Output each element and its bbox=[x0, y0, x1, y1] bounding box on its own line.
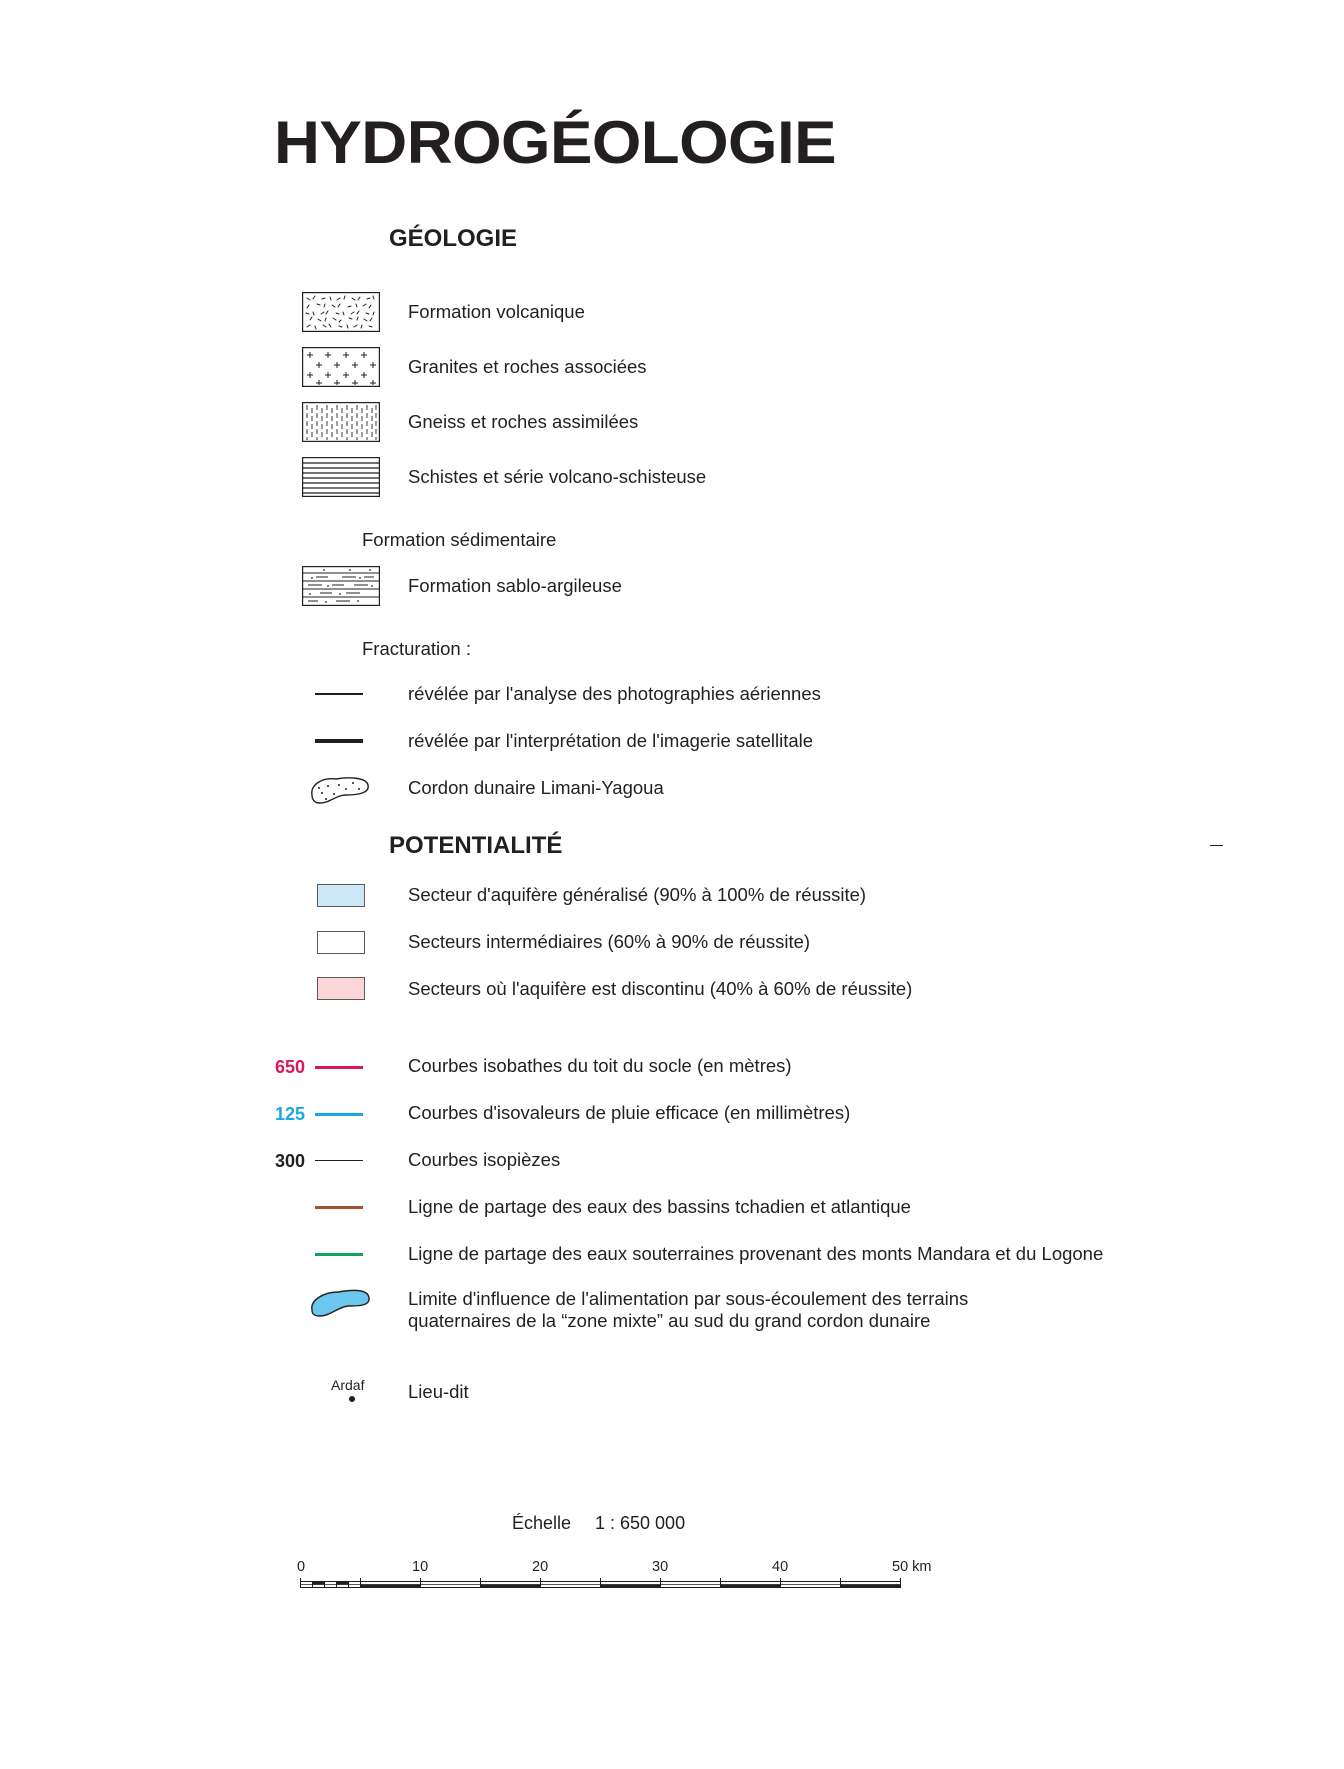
scale-tick-50: 50 km bbox=[892, 1559, 932, 1575]
margin-tick-mark bbox=[1210, 845, 1223, 846]
rainfall-line-symbol bbox=[315, 1113, 363, 1116]
blue-blob-icon bbox=[308, 1286, 372, 1318]
volcanic-pattern-swatch bbox=[302, 292, 380, 332]
legend-label-sand-clay: Formation sablo-argileuse bbox=[408, 575, 622, 596]
scale-tick-20: 20 bbox=[532, 1559, 549, 1575]
legend-label-gneiss: Gneiss et roches assimilées bbox=[408, 411, 639, 432]
scale-ratio: 1 : 650 000 bbox=[595, 1513, 686, 1533]
potential-mid-swatch bbox=[317, 931, 365, 954]
place-dot-icon bbox=[349, 1396, 355, 1402]
scale-tick-0: 0 bbox=[297, 1559, 306, 1575]
scale-label: Échelle bbox=[512, 1513, 572, 1533]
legend-label-potential-high: Secteur d'aquifère généralisé (90% à 100% de réussite) bbox=[408, 884, 867, 905]
isopiezometric-value: 300 bbox=[274, 1151, 305, 1171]
scale-tick-30: 30 bbox=[652, 1559, 669, 1575]
scale-tick-40: 40 bbox=[772, 1559, 789, 1575]
legend-label-fracture-satellite: révélée par l'interprétation de l'imagerie satellitale bbox=[408, 730, 814, 751]
isobath-line-symbol bbox=[315, 1066, 363, 1069]
legend-label-granite: Granites et roches associées bbox=[408, 356, 647, 377]
potential-high-swatch bbox=[317, 884, 365, 907]
granite-pattern-swatch bbox=[302, 347, 380, 387]
sand-clay-pattern-swatch bbox=[302, 566, 380, 606]
schist-pattern-swatch bbox=[302, 457, 380, 497]
fracture-thin-line-symbol bbox=[315, 693, 363, 695]
potentialite-heading: POTENTIALITÉ bbox=[389, 832, 563, 859]
legend-label-potential-low: Secteurs où l'aquifère est discontinu (40% à 60% de réussite) bbox=[408, 978, 913, 999]
sedimentary-heading: Formation sédimentaire bbox=[362, 529, 557, 550]
legend-label-dune: Cordon dunaire Limani-Yagoua bbox=[408, 777, 664, 798]
legend-label-influence-line1: Limite d'influence de l'alimentation par sous-écoulement des terrains bbox=[408, 1288, 969, 1309]
isopiezometric-line-symbol bbox=[315, 1160, 363, 1161]
legend-label-isopiezometric: Courbes isopièzes bbox=[408, 1149, 561, 1170]
page-title: HYDROGÉOLOGIE bbox=[274, 109, 837, 176]
rainfall-value: 125 bbox=[274, 1104, 305, 1124]
fracture-thick-line-symbol bbox=[315, 739, 363, 743]
fracturation-heading: Fracturation : bbox=[362, 638, 471, 659]
legend-label-fracture-aerial: révélée par l'analyse des photographies aériennes bbox=[408, 683, 821, 704]
isobath-value: 650 bbox=[274, 1057, 305, 1077]
legend-label-rainfall: Courbes d'isovaleurs de pluie efficace (en millimètres) bbox=[408, 1102, 851, 1123]
legend-label-basin-divide: Ligne de partage des eaux des bassins tchadien et atlantique bbox=[408, 1196, 911, 1217]
potential-low-swatch bbox=[317, 977, 365, 1000]
legend-label-place: Lieu-dit bbox=[408, 1381, 469, 1402]
legend-label-groundwater-divide: Ligne de partage des eaux souterraines provenant des monts Mandara et du Logone bbox=[408, 1243, 1104, 1264]
scale-bar bbox=[300, 1578, 904, 1590]
gneiss-pattern-swatch bbox=[302, 402, 380, 442]
basin-divide-line-symbol bbox=[315, 1206, 363, 1209]
legend-label-volcanic: Formation volcanique bbox=[408, 301, 585, 322]
dotted-blob-icon bbox=[308, 773, 370, 805]
legend-label-potential-mid: Secteurs intermédiaires (60% à 90% de réussite) bbox=[408, 931, 811, 952]
legend-label-influence-line2: quaternaires de la “zone mixte” au sud du grand cordon dunaire bbox=[408, 1310, 931, 1331]
legend-label-schist: Schistes et série volcano-schisteuse bbox=[408, 466, 707, 487]
scale-tick-10: 10 bbox=[412, 1559, 429, 1575]
legend-label-isobath: Courbes isobathes du toit du socle (en mètres) bbox=[408, 1055, 792, 1076]
place-name-sample: Ardaf bbox=[331, 1377, 365, 1393]
geologie-heading: GÉOLOGIE bbox=[389, 225, 518, 252]
groundwater-divide-line-symbol bbox=[315, 1253, 363, 1256]
